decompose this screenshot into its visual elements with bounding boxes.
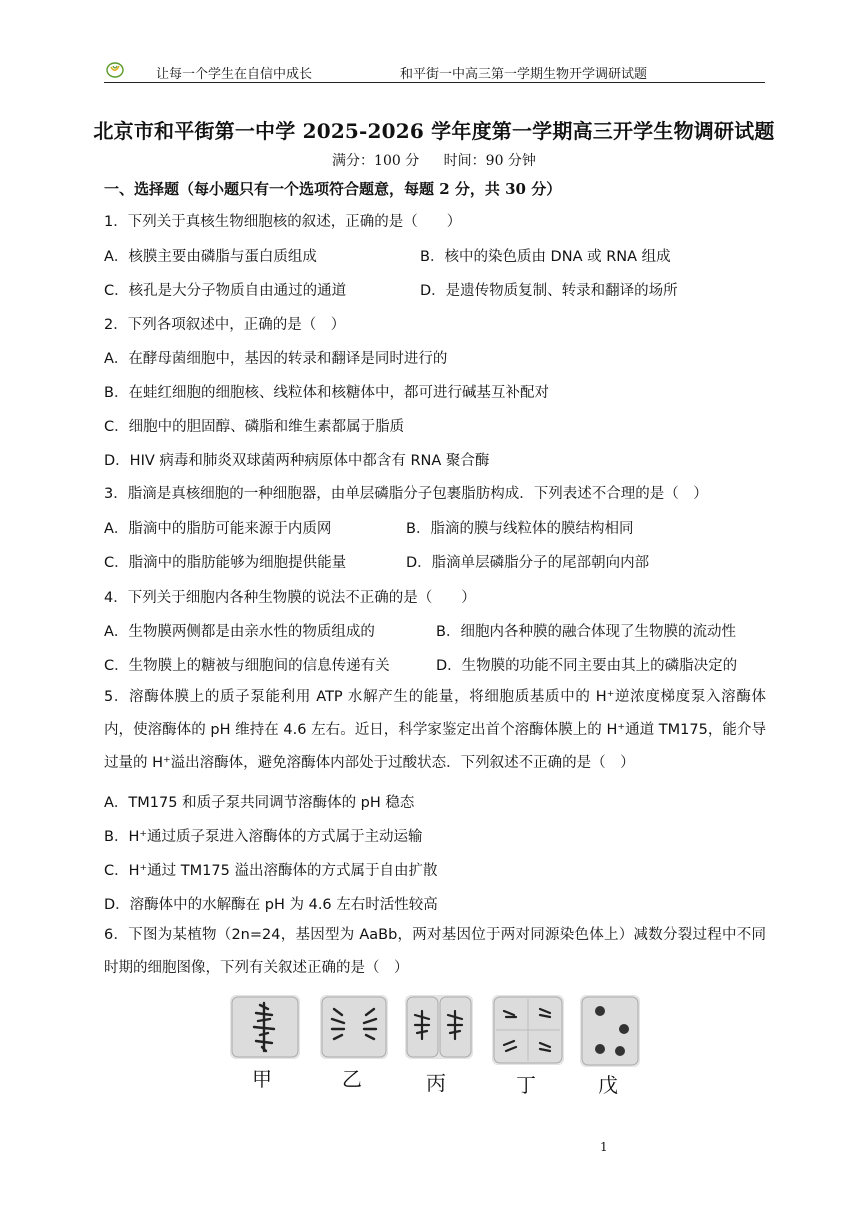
q3-option-c: C．脂滴中的脂肪能够为细胞提供能量 (104, 555, 347, 571)
chromosomes-anaphase-icon (320, 995, 388, 1059)
q5-option-a: A．TM175 和质子泵共同调节溶酶体的 pH 稳态 (104, 795, 415, 811)
meiosis-figure (230, 995, 650, 1095)
caption-wu: 戊 (598, 1073, 618, 1097)
q2-option-d: D．HIV 病毒和肺炎双球菌两种病原体中都含有 RNA 聚合酶 (104, 453, 490, 469)
q1-option-a: A．核膜主要由磷脂与蛋白质组成 (104, 249, 317, 265)
cell-image-yi (320, 995, 388, 1059)
q6-stem: 6．下图为某植物（2n=24，基因型为 AaBb，两对基因位于两对同源染色体上）减数分裂过程中不同时期的细胞图像，下列有关叙述正确的是（ ） (104, 927, 766, 976)
cell-image-bing (405, 995, 473, 1059)
q5-option-d: D．溶酶体中的水解酶在 pH 为 4.6 左右时活性较高 (104, 897, 438, 913)
q1-option-b: B．核中的染色质由 DNA 或 RNA 组成 (420, 249, 671, 265)
cell-image-wu (580, 995, 640, 1067)
caption-yi: 乙 (342, 1067, 362, 1091)
chromosomes-metaphase-icon (230, 995, 300, 1059)
cell-image-jia (230, 995, 300, 1059)
caption-bing: 丙 (426, 1071, 446, 1095)
header-title: 和平街一中高三第一学期生物开学调研试题 (400, 67, 648, 82)
q1-stem: 1．下列关于真核生物细胞核的叙述，正确的是（ ） (104, 214, 462, 230)
q5-option-b: B．H⁺通过质子泵进入溶酶体的方式属于主动运输 (104, 829, 423, 845)
header-motto: 让每一个学生在自信中成长 (156, 67, 313, 82)
q2-stem: 2．下列各项叙述中，正确的是（ ） (104, 317, 346, 333)
school-logo-icon (106, 62, 124, 78)
exam-time: 时间：90 分钟 (443, 153, 536, 169)
q5-stem: 5．溶酶体膜上的质子泵能利用 ATP 水解产生的能量，将细胞质基质中的 H⁺逆浓度梯度泵入溶酶体内，使溶酶体的 pH 维持在 4.6 左右。近日，科学家鉴定出首个溶酶体膜上的 H⁺通道 TM175，能介导过量的 H⁺溢出溶酶体，避免溶酶体内部处于过酸状态．下列叙述不正确的是（ ） (104, 689, 766, 771)
q4-option-a: A．生物膜两侧都是由亲水性的物质组成的 (104, 624, 375, 640)
tetrad-nuclei-icon (580, 995, 640, 1067)
cell-image-ding (492, 995, 564, 1065)
q4-option-d: D．生物膜的功能不同主要由其上的磷脂决定的 (436, 658, 738, 674)
chromosomes-anaphase2-icon (492, 995, 564, 1065)
q2-option-b: B．在蛙红细胞的细胞核、线粒体和核糖体中，都可进行碱基互补配对 (104, 385, 549, 401)
q5-option-c: C．H⁺通过 TM175 溢出溶酶体的方式属于自由扩散 (104, 863, 438, 879)
section-heading: 一、选择题（每小题只有一个选项符合题意，每题 2 分，共 30 分） (104, 180, 562, 198)
chromosomes-metaphase2-icon (405, 995, 473, 1059)
q4-stem: 4．下列关于细胞内各种生物膜的说法不正确的是（ ） (104, 590, 476, 606)
q4-option-c: C．生物膜上的糖被与细胞间的信息传递有关 (104, 658, 390, 674)
caption-jia: 甲 (252, 1067, 272, 1091)
page-number: 1 (600, 1140, 608, 1154)
q4-option-b: B．细胞内各种膜的融合体现了生物膜的流动性 (436, 624, 736, 640)
q3-option-a: A．脂滴中的脂肪可能来源于内质网 (104, 521, 332, 537)
caption-ding: 丁 (516, 1073, 536, 1097)
q1-option-d: D．是遗传物质复制、转录和翻译的场所 (420, 283, 678, 299)
q3-option-d: D．脂滴单层磷脂分子的尾部朝向内部 (406, 555, 650, 571)
q2-option-a: A．在酵母菌细胞中，基因的转录和翻译是同时进行的 (104, 351, 448, 367)
q3-stem: 3．脂滴是真核细胞的一种细胞器，由单层磷脂分子包裹脂肪构成．下列表述不合理的是（ ） (104, 486, 708, 502)
exam-meta (0, 150, 868, 170)
q1-option-c: C．核孔是大分子物质自由通过的通道 (104, 283, 347, 299)
page-header (104, 60, 765, 83)
q3-option-b: B．脂滴的膜与线粒体的膜结构相同 (406, 521, 634, 537)
exam-title: 北京市和平街第一中学 2025-2026 学年度第一学期高三开学生物调研试题 (93, 119, 775, 143)
q2-option-c: C．细胞中的胆固醇、磷脂和维生素都属于脂质 (104, 419, 405, 435)
full-score: 满分：100 分 (332, 153, 420, 169)
